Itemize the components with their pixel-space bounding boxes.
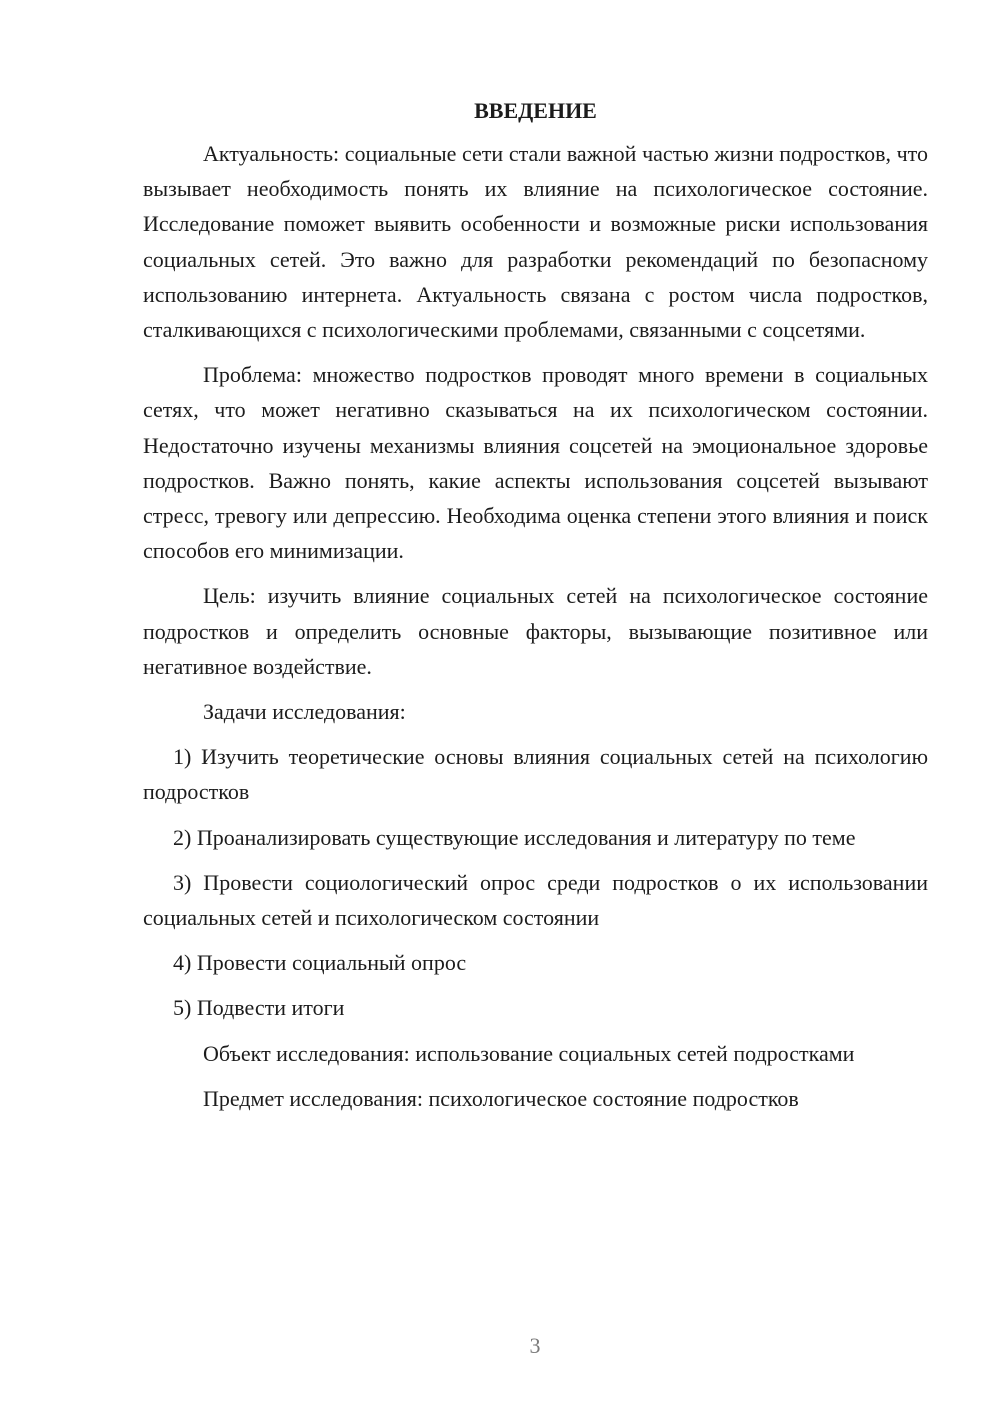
research-object-paragraph: Объект исследования: использование социальных сетей подростками <box>203 1040 855 1066</box>
page-content <box>143 96 928 1116</box>
list-item: 1) Изучить теоретические основы влияния социальных сетей на психологию подростков <box>143 744 928 805</box>
tasks-list <box>143 739 928 1025</box>
relevance-paragraph: Актуальность: социальные сети стали важной частью жизни подростков, что вызывает необходимость понять их влияние на психологическое состояние. Исследование поможет выявить особенности и возможные риски использования социальных сетей. Это важно для разработки рекомендаций по безопасному использованию интернета. Актуальность связана с ростом числа подростков, сталкивающихся с психологическими проблемами, связанными с соцсетями. <box>143 141 928 343</box>
page-number: 3 <box>529 1333 541 1358</box>
goal-paragraph: Цель: изучить влияние социальных сетей на психологическое состояние подростков и определить основные факторы, вызывающие позитивное или негативное воздействие. <box>143 583 928 679</box>
list-item: 4) Провести социальный опрос <box>173 950 467 976</box>
list-item: 5) Подвести итоги <box>173 995 345 1021</box>
list-item: 3) Провести социологический опрос среди подростков о их использовании социальных сетей и психологическом состоянии <box>143 869 928 931</box>
page-title: ВВЕДЕНИЕ <box>474 98 597 123</box>
problem-paragraph: Проблема: множество подростков проводят много времени в социальных сетях, что может негативно сказываться на их психологическом состоянии. Недостаточно изучены механизмы влияния соцсетей на эмоциональное здоровье подростков. Важно понять, какие аспекты использования соцсетей вызывают стресс, тревогу или депрессию. Необходима оценка степени этого влияния и поиск способов его минимизации. <box>143 362 928 564</box>
list-item: 2) Проанализировать существующие исследования и литературу по теме <box>173 824 856 850</box>
research-subject-paragraph: Предмет исследования: психологическое состояние подростков <box>203 1085 799 1111</box>
tasks-intro: Задачи исследования: <box>203 699 406 725</box>
